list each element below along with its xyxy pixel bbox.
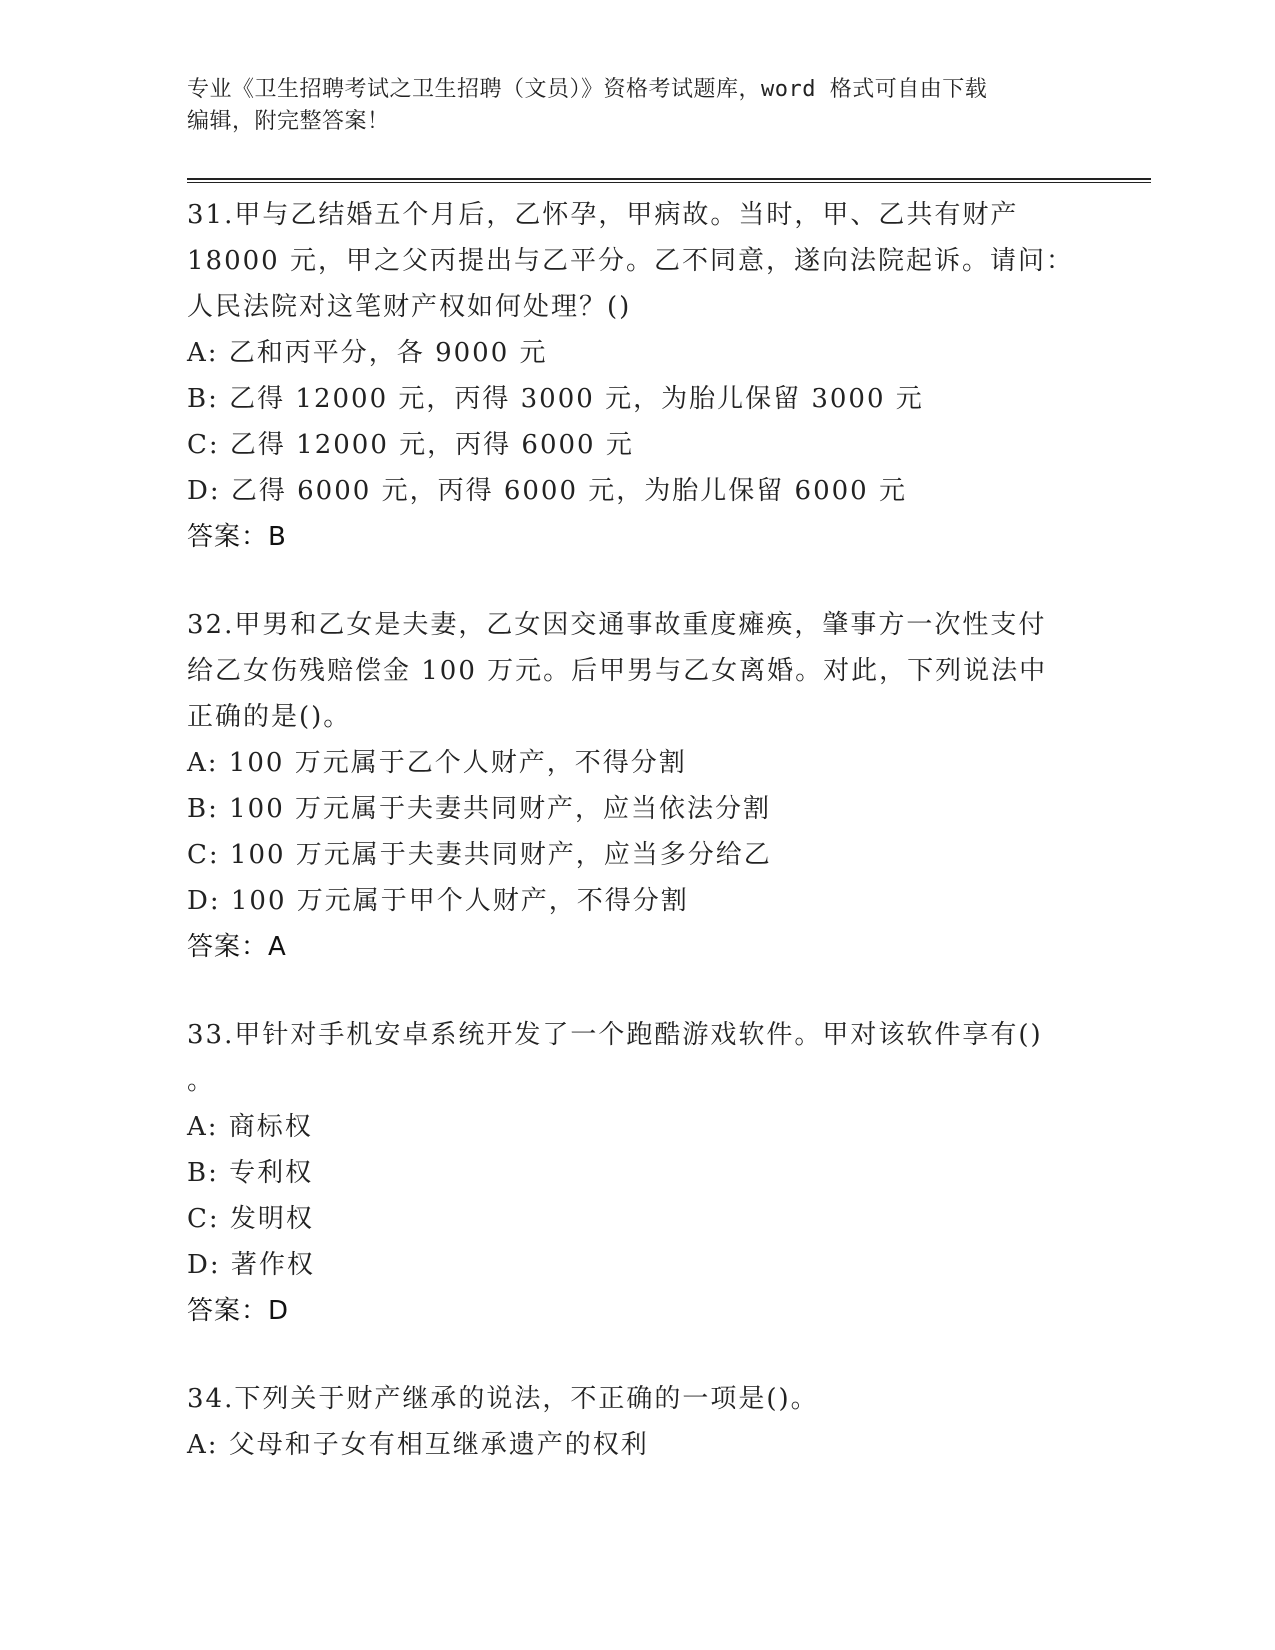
question-text-line: 18000 元，甲之父丙提出与乙平分。乙不同意，遂向法院起诉。请问： bbox=[187, 246, 1074, 276]
answer-label: 答案：D bbox=[187, 1296, 290, 1326]
question-text-line: 人民法院对这笔财产权如何处理？() bbox=[187, 292, 632, 322]
question-33 bbox=[187, 1012, 1087, 1334]
question-text-line: 正确的是()。 bbox=[187, 702, 352, 732]
option-d: D: 著作权 bbox=[187, 1250, 315, 1280]
answer-label: 答案：A bbox=[187, 932, 287, 962]
option-c: C: 100 万元属于夫妻共同财产，应当多分给乙 bbox=[187, 840, 772, 870]
option-a: A: 100 万元属于乙个人财产，不得分割 bbox=[187, 748, 687, 778]
question-text-line: 34.下列关于财产继承的说法，不正确的一项是()。 bbox=[187, 1384, 819, 1414]
option-d: D: 乙得 6000 元，丙得 6000 元，为胎儿保留 6000 元 bbox=[187, 476, 907, 506]
option-d: D: 100 万元属于甲个人财产，不得分割 bbox=[187, 886, 689, 916]
option-b: B: 100 万元属于夫妻共同财产，应当依法分割 bbox=[187, 794, 772, 824]
option-b: B: 乙得 12000 元，丙得 3000 元，为胎儿保留 3000 元 bbox=[187, 384, 924, 414]
question-34 bbox=[187, 1376, 1087, 1468]
question-text-line: 32.甲男和乙女是夫妻，乙女因交通事故重度瘫痪，肇事方一次性支付 bbox=[187, 610, 1047, 640]
answer-label: 答案：B bbox=[187, 522, 287, 552]
option-b: B: 专利权 bbox=[187, 1158, 314, 1188]
question-text-line: 33.甲针对手机安卓系统开发了一个跑酷游戏软件。甲对该软件享有() bbox=[187, 1020, 1043, 1050]
question-list bbox=[187, 192, 1087, 1510]
question-text-line: 。 bbox=[187, 1066, 216, 1096]
option-c: C: 发明权 bbox=[187, 1204, 314, 1234]
header-divider-bottom bbox=[187, 182, 1151, 183]
question-text-line: 31.甲与乙结婚五个月后，乙怀孕，甲病故。当时，甲、乙共有财产 bbox=[187, 200, 1019, 230]
question-31 bbox=[187, 192, 1087, 560]
option-a: A: 父母和子女有相互继承遗产的权利 bbox=[187, 1430, 649, 1460]
option-a: A: 乙和丙平分，各 9000 元 bbox=[187, 338, 548, 368]
header-divider-top bbox=[187, 178, 1151, 180]
header-note bbox=[187, 74, 1087, 138]
question-32 bbox=[187, 602, 1087, 970]
question-text-line: 给乙女伤残赔偿金 100 万元。后甲男与乙女离婚。对此，下列说法中 bbox=[187, 656, 1048, 686]
option-c: C: 乙得 12000 元，丙得 6000 元 bbox=[187, 430, 634, 460]
option-a: A: 商标权 bbox=[187, 1112, 313, 1142]
header-line-1: 专业《卫生招聘考试之卫生招聘（文员）》资格考试题库，word 格式可自由下载 bbox=[187, 77, 988, 102]
header-line-2: 编辑，附完整答案！ bbox=[187, 109, 390, 134]
